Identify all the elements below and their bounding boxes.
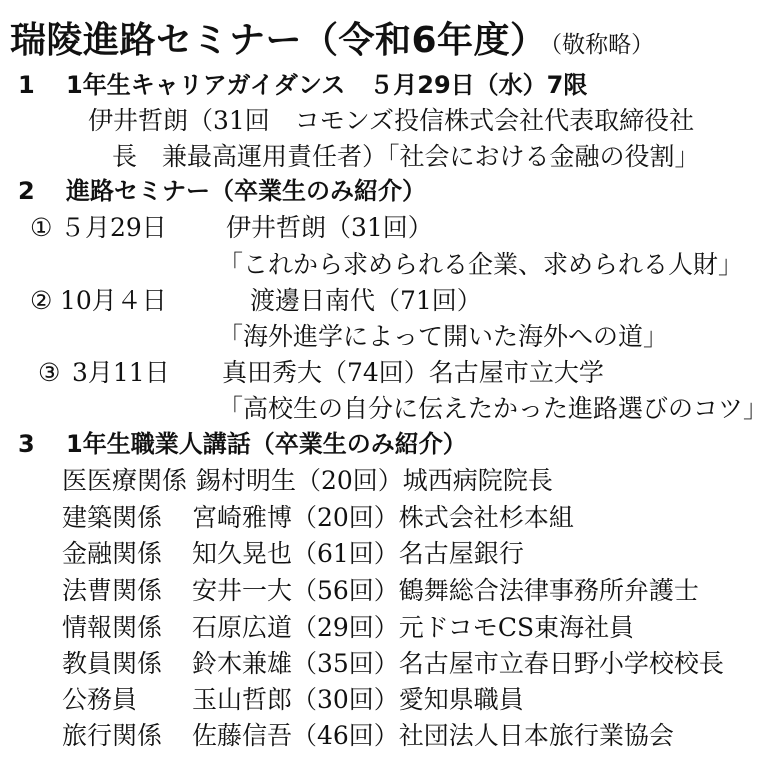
talk-6-person: 鈴木兼雄（35回）名古屋市立春日野小学校校長 (192, 649, 724, 678)
talk-6-field: 教員関係 (62, 649, 163, 678)
section-1-line-1: 伊井哲朗（31回 コモンズ投信株式会社代表取締役社 (88, 106, 695, 135)
talk-8 (62, 721, 674, 751)
talk-5-person: 石原広道（29回）元ドコモCS東海社員 (192, 613, 635, 642)
talk-7-person: 玉山哲郎（30回）愛知県職員 (192, 685, 524, 714)
talk-3-field: 金融関係 (62, 539, 163, 568)
section-3-number: 3 (18, 430, 35, 458)
seminar-2-topic: 「海外進学によって開いた海外への道」 (218, 322, 669, 351)
talk-2 (62, 503, 574, 533)
talk-1 (62, 466, 553, 496)
talk-2-person: 宮崎雅博（20回）株式会社杉本組 (192, 503, 574, 532)
talk-4-person: 安井一大（56回）鶴舞総合法律事務所弁護士 (192, 576, 699, 605)
seminar-1-speaker: 伊井哲朗（31回） (226, 213, 433, 242)
seminar-3-speaker: 真田秀大（74回）名古屋市立大学 (222, 358, 604, 387)
seminar-1-date: ５月29日 (60, 213, 167, 242)
talk-3-person: 知久晃也（61回）名古屋銀行 (192, 539, 524, 568)
talk-6 (62, 649, 724, 679)
talk-2-field: 建築関係 (62, 503, 163, 532)
section-2-number: 2 (18, 177, 35, 205)
talk-4-field: 法曹関係 (62, 576, 163, 605)
talk-7-field: 公務員 (62, 685, 138, 714)
honorific-note: （敬称略） (550, 32, 655, 58)
seminar-2 (30, 286, 482, 316)
talk-5 (62, 613, 634, 643)
section-2-heading (18, 176, 426, 206)
seminar-2-speaker: 渡邊日南代（71回） (250, 286, 482, 315)
seminar-2-mark: ② (30, 286, 53, 315)
title-row (10, 12, 654, 63)
seminar-2-date: 10月４日 (60, 286, 167, 315)
section-2-title: 進路セミナー（卒業生のみ紹介） (66, 177, 426, 205)
seminar-3-mark: ③ (38, 358, 61, 387)
section-1-number: 1 (18, 71, 35, 99)
seminar-3 (38, 358, 604, 388)
seminar-1-topic: 「これから求められる企業、求められる人財」 (218, 250, 744, 279)
talk-8-person: 佐藤信吾（46回）社団法人日本旅行業協会 (192, 721, 674, 750)
page-title: 瑞陵進路セミナー（令和6年度） (10, 20, 547, 61)
talk-5-field: 情報関係 (62, 613, 163, 642)
section-1-heading (18, 70, 587, 100)
section-1-line-2: 長 兼最高運用責任者）「社会における金融の役割」 (112, 142, 700, 171)
talk-3 (62, 539, 524, 569)
section-3-heading (18, 429, 467, 459)
seminar-1 (30, 213, 433, 243)
talk-8-field: 旅行関係 (62, 721, 163, 750)
talk-7 (62, 685, 524, 715)
seminar-3-topic: 「高校生の自分に伝えたかった進路選びのコツ」 (218, 394, 769, 423)
section-1-title: 1年生キャリアガイダンス ５月29日（水）7限 (66, 71, 588, 99)
talk-1-field: 医医療関係 (62, 466, 188, 495)
seminar-3-date: 3月11日 (72, 358, 170, 387)
talk-4 (62, 576, 699, 606)
talk-1-person: 錫村明生（20回）城西病院院長 (196, 466, 553, 495)
section-3-title: 1年生職業人講話（卒業生のみ紹介） (66, 430, 467, 458)
seminar-1-mark: ① (30, 213, 53, 242)
